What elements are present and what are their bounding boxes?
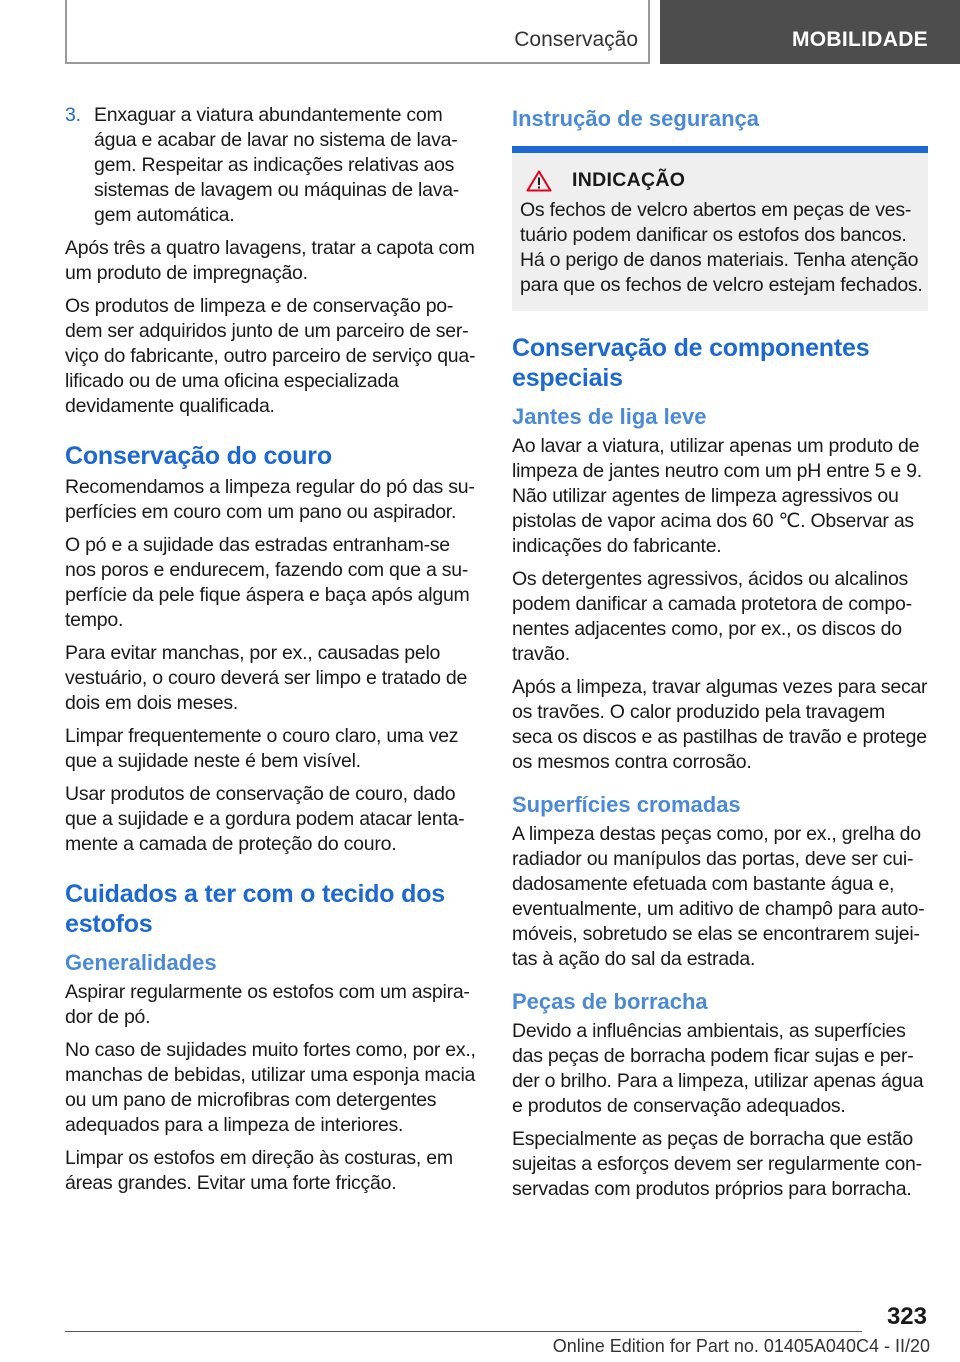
header-chapter-label: MOBILIDADE [792, 28, 928, 51]
paragraph: Após três a quatro lavagens, tratar a capota com um produto de impregnação. [65, 237, 475, 284]
paragraph: Usar produtos de conservação de couro, dado que a sujidade e a gordura podem atacar lentamente a camada de proteção do couro. [65, 783, 465, 855]
left-column [65, 103, 478, 1204]
paragraph: Devido a influências ambientais, as superfícies das peças de borracha podem ficar sujas e perder o brilho. Para a limpeza, utilizar apenas água e produtos de conservação adequados. [512, 1020, 924, 1117]
page-number: 323 [886, 1303, 927, 1330]
header-frame-bottom [65, 62, 650, 64]
paragraph: Ao lavar a viatura, utilizar apenas um produto de limpeza de jantes neutro com um pH entre 5 e 9. Não utilizar agentes de limpeza agressivos ou pistolas de vapor acima dos 60 ℃. Observar as indicações do fabricante. [512, 435, 922, 557]
paragraph: Aspirar regularmente os estofos com um aspirador de pó. [65, 981, 470, 1028]
subheading-chrome-surfaces: Superfícies cromadas [512, 792, 741, 817]
subheading-general: Generalidades [65, 950, 217, 975]
paragraph: O pó e a sujidade das estradas entranham-se nos poros e endurecem, fazendo com que a superfície da pele fique áspera e baça após algum tempo. [65, 534, 470, 631]
heading-leather-care: Conservação do couro [65, 442, 332, 470]
subheading-alloy-wheels: Jantes de liga leve [512, 404, 707, 429]
header-section-title: Conservação [514, 28, 638, 51]
heading-special-components: Conservação de componentes especiais [512, 334, 870, 392]
header-frame-right [648, 0, 650, 64]
notice-text: Os fechos de velcro abertos em peças de vestuário podem danificar os estofos dos bancos. Há o perigo de danos materiais. Tenha atenção para que os fechos de velcro estejam fechados. [520, 199, 923, 296]
step-item [65, 103, 478, 228]
header-frame-left [65, 0, 67, 64]
heading-safety-instruction: Instrução de segurança [512, 106, 759, 131]
warning-triangle-icon [526, 170, 552, 192]
paragraph: Limpar os estofos em direção às costuras, em áreas grandes. Evitar uma forte fricção. [65, 1147, 453, 1194]
paragraph: No caso de sujidades muito fortes como, por ex., manchas de bebidas, utilizar uma esponja macia ou um pano de microfibras com detergentes adequados para a limpeza de interiores. [65, 1039, 476, 1136]
step-text: Enxaguar a viatura abundantemente com água e acabar de lavar no sistema de lavagem. Respeitar as indicações relativas aos sistemas de lavagem ou máquinas de lavagem automática. [94, 104, 460, 226]
paragraph: Especialmente as peças de borracha que estão sujeitas a esforços devem ser regularmente conservadas com produtos próprios para borracha. [512, 1128, 923, 1200]
paragraph: A limpeza destas peças como, por ex., grelha do radiador ou manípulos das portas, deve ser cuidadosamente efetuada com bastante água e, eventualmente, um aditivo de champô para automóveis, sobretudo se elas se encontrarem sujeitas à ação do sal da estrada. [512, 823, 925, 970]
notice-box [512, 146, 928, 311]
paragraph: Recomendamos a limpeza regular do pó das superfícies em couro com um pano ou aspirador. [65, 476, 475, 523]
notice-header [526, 169, 928, 192]
right-column [512, 103, 928, 1210]
notice-title: INDICAÇÃO [572, 169, 686, 191]
paragraph: Os produtos de limpeza e de conservação podem ser adquiridos junto de um parceiro de serviço do fabricante, outro parceiro de serviço qualificado ou de uma oficina especializada devidamente qualificada. [65, 295, 476, 417]
paragraph: Após a limpeza, travar algumas vezes para secar os travões. O calor produzido pela travagem seca os discos e as pastilhas de travão e protege os mesmos contra corrosão. [512, 676, 928, 773]
header-chapter-tab [660, 0, 960, 64]
paragraph: Para evitar manchas, por ex., causadas pelo vestuário, o couro deverá ser limpo e tratado de dois em dois meses. [65, 642, 468, 714]
footer-divider [65, 1331, 862, 1332]
step-number: 3. [65, 104, 81, 126]
paragraph: Os detergentes agressivos, ácidos ou alcalinos podem danificar a camada protetora de componentes adjacentes como, por ex., os discos do travão. [512, 568, 913, 665]
subheading-rubber-parts: Peças de borracha [512, 989, 708, 1014]
footer-edition: Online Edition for Part no. 01405A040C4 - II/20 [552, 1336, 930, 1356]
heading-upholstery-care: Cuidados a ter com o tecido dos estofos [65, 880, 445, 938]
paragraph: Limpar frequentemente o couro claro, uma vez que a sujidade neste é bem visível. [65, 725, 459, 772]
